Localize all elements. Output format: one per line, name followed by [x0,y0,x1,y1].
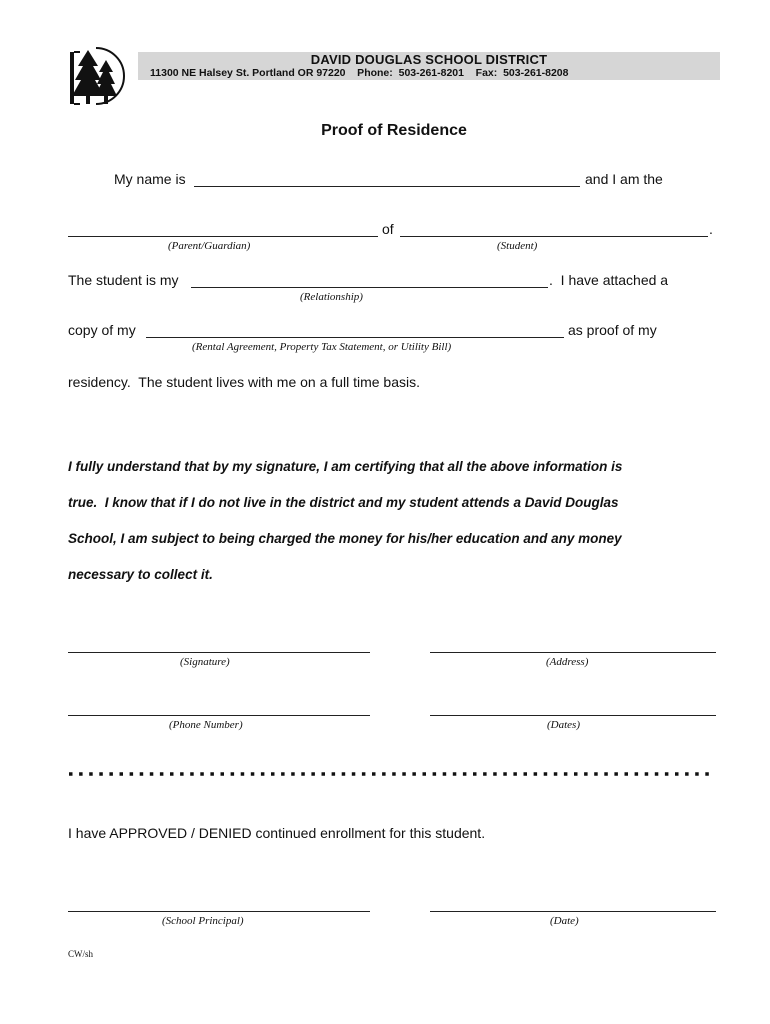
dates-field[interactable] [430,715,716,716]
certification-line-4: necessary to collect it. [68,567,213,582]
approval-date-field[interactable] [430,911,716,912]
district-contact: 11300 NE Halsey St. Portland OR 97220 Phone: 503-261-8201 Fax: 503-261-8208 [150,67,569,79]
relationship-field[interactable] [191,287,548,288]
line3-suffix: . I have attached a [549,272,669,288]
address-field[interactable] [430,652,716,653]
footer-initials: CW/sh [68,949,94,959]
line1-suffix: and I am the [585,171,663,187]
district-name: DAVID DOUGLAS SCHOOL DISTRICT [310,52,548,67]
caption-relationship: (Relationship) [300,291,363,303]
student-field[interactable] [400,236,708,237]
caption-parent-guardian: (Parent/Guardian) [168,240,251,252]
caption-phone-number: (Phone Number) [169,719,243,731]
caption-address: (Address) [546,656,589,668]
phone-number-field[interactable] [68,715,370,716]
certification-line-3: School, I am subject to being charged the money for his/her education and any money [68,531,622,546]
name-field[interactable] [194,186,580,187]
signature-field[interactable] [68,652,370,653]
page-title: Proof of Residence [321,122,467,139]
dotted-separator [68,764,714,770]
caption-school-principal: (School Principal) [162,915,244,927]
caption-dates: (Dates) [547,719,580,731]
parent-guardian-field[interactable] [68,236,378,237]
line2-end: . [709,221,713,237]
caption-student: (Student) [497,240,538,252]
document-type-field[interactable] [146,337,564,338]
line2-of: of [382,221,394,237]
line3-prefix: The student is my [68,272,179,288]
line1-prefix: My name is [114,171,186,187]
line4-prefix: copy of my [68,322,136,338]
caption-signature: (Signature) [180,656,230,668]
principal-signature-field[interactable] [68,911,370,912]
approval-statement: I have APPROVED / DENIED continued enrollment for this student. [68,825,486,841]
district-tree-logo-icon [66,44,128,108]
residency-statement: residency. The student lives with me on a full time basis. [68,374,420,390]
certification-line-2: true. I know that if I do not live in the district and my student attends a David Douglas [68,495,619,510]
certification-line-1: I fully understand that by my signature, I am certifying that all the above information is [68,459,623,474]
caption-documents: (Rental Agreement, Property Tax Statement, or Utility Bill) [192,341,452,353]
caption-date: (Date) [550,915,579,927]
line4-suffix: as proof of my [568,322,657,338]
